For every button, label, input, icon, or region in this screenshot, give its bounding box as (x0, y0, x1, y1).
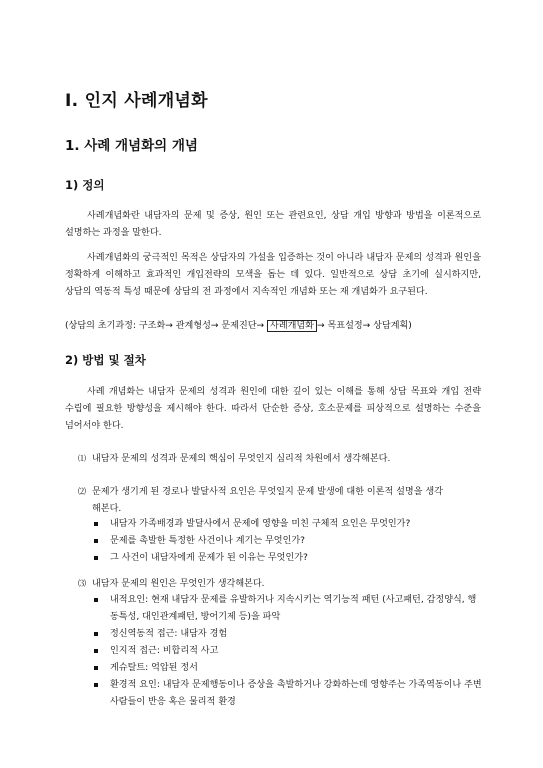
bullet-list-background (92, 516, 482, 567)
bullet-list-causes (92, 592, 482, 711)
bullet-text: 그 사건이 내담자에게 문제가 된 이유는 무엇인가? (110, 553, 308, 563)
bullet-item (92, 516, 482, 533)
bullet-square-icon (94, 666, 98, 670)
bullet-item (92, 660, 482, 677)
bullet-square-icon (94, 522, 98, 526)
list-item-number: ⑶ (78, 579, 86, 588)
process-suffix: → 목표설정→ 상담계획) (316, 321, 412, 331)
list-item-number: ⑵ (78, 487, 86, 496)
subsection-heading-method: 2) 방법 및 절차 (65, 353, 146, 367)
bullet-item (92, 592, 482, 626)
bullet-text: 정신역동적 접근: 내담자 경험 (110, 629, 228, 639)
bullet-item (92, 643, 482, 660)
process-boxed-step: 사례개념화 (267, 320, 317, 332)
list-item-text: 문제가 생기게 된 경로나 발달사적 요인은 무엇일지 문제 발생에 대한 이론적 설명을 생각 (92, 487, 443, 497)
bullet-item (92, 533, 482, 550)
bullet-text: 인지적 접근: 비합리적 사고 (110, 646, 219, 656)
bullet-square-icon (94, 539, 98, 543)
list-item-2 (78, 483, 478, 518)
definition-paragraph-2: 사례개념화의 궁극적인 목적은 상담자의 가설을 입증하는 것이 아니라 내담자 문제의 성격과 원인을 정확하게 이해하고 효과적인 개입전략의 모색을 돕는 데 있다. 일반적으로 상담 초기에 실시하지만, 상담의 역동적 특성 때문에 상담의 전 과정에서 지속적인 개념화 또는 재 개념화가 요구된다. (65, 253, 481, 297)
bullet-square-icon (94, 598, 98, 602)
counseling-process-line (65, 318, 412, 335)
list-item-text-continued: 해본다. (92, 504, 122, 514)
bullet-item (92, 626, 482, 643)
bullet-item (92, 677, 482, 711)
bullet-square-icon (94, 556, 98, 560)
chapter-title: I. 인지 사례개념화 (65, 91, 208, 111)
definition-paragraph-1: 사례개념화란 내담자의 문제 및 증상, 원인 또는 관련요인, 상담 개입 방향과 방법을 이론적으로 설명하는 과정을 말한다. (65, 211, 481, 238)
bullet-square-icon (94, 632, 98, 636)
bullet-item (92, 550, 482, 567)
list-item-1 (78, 450, 478, 468)
method-paragraph: 사례 개념화는 내담자 문제의 성격과 원인에 대한 깊이 있는 이해를 통해 상담 목표와 개입 전략 수립에 필요한 방향성을 제시해야 한다. 따라서 단순한 증상, 호소문제를 피상적으로 설명하는 수준을 넘어서야 한다. (65, 387, 481, 431)
list-item-text: 내담자 문제의 성격과 문제의 핵심이 무엇인지 심리적 차원에서 생각해본다. (92, 454, 391, 464)
list-item-number: ⑴ (78, 454, 86, 463)
bullet-text: 환경적 요인: 내담자 문제행동이나 증상을 촉발하거나 강화하는데 영향주는 가족역동이나 주변사람들이 반응 혹은 물리적 환경 (110, 680, 482, 707)
bullet-text: 내담자 가족배경과 발달사에서 문제에 영향을 미친 구체적 요인은 무엇인가? (110, 519, 411, 529)
bullet-text: 문제를 촉발한 특정한 사건이나 계기는 무엇인가? (110, 536, 305, 546)
list-item-3 (78, 575, 478, 593)
bullet-square-icon (94, 649, 98, 653)
section-heading: 1. 사례 개념화의 개념 (65, 138, 198, 154)
bullet-square-icon (94, 683, 98, 687)
process-prefix: (상담의 초기과정: 구조화→ 관계형성→ 문제진단→ (65, 321, 268, 331)
subsection-heading-definition: 1) 정의 (65, 178, 105, 192)
bullet-text: 내적요인: 현재 내담자 문제를 유발하거나 지속시키는 역기능적 패턴 (사고패턴, 감정양식, 행동특성, 대인관계패턴, 방어기제 등)을 파악 (110, 595, 477, 622)
bullet-text: 게슈탈트: 억압된 정서 (110, 663, 198, 673)
list-item-text: 내담자 문제의 원인은 무엇인가 생각해본다. (92, 579, 265, 589)
